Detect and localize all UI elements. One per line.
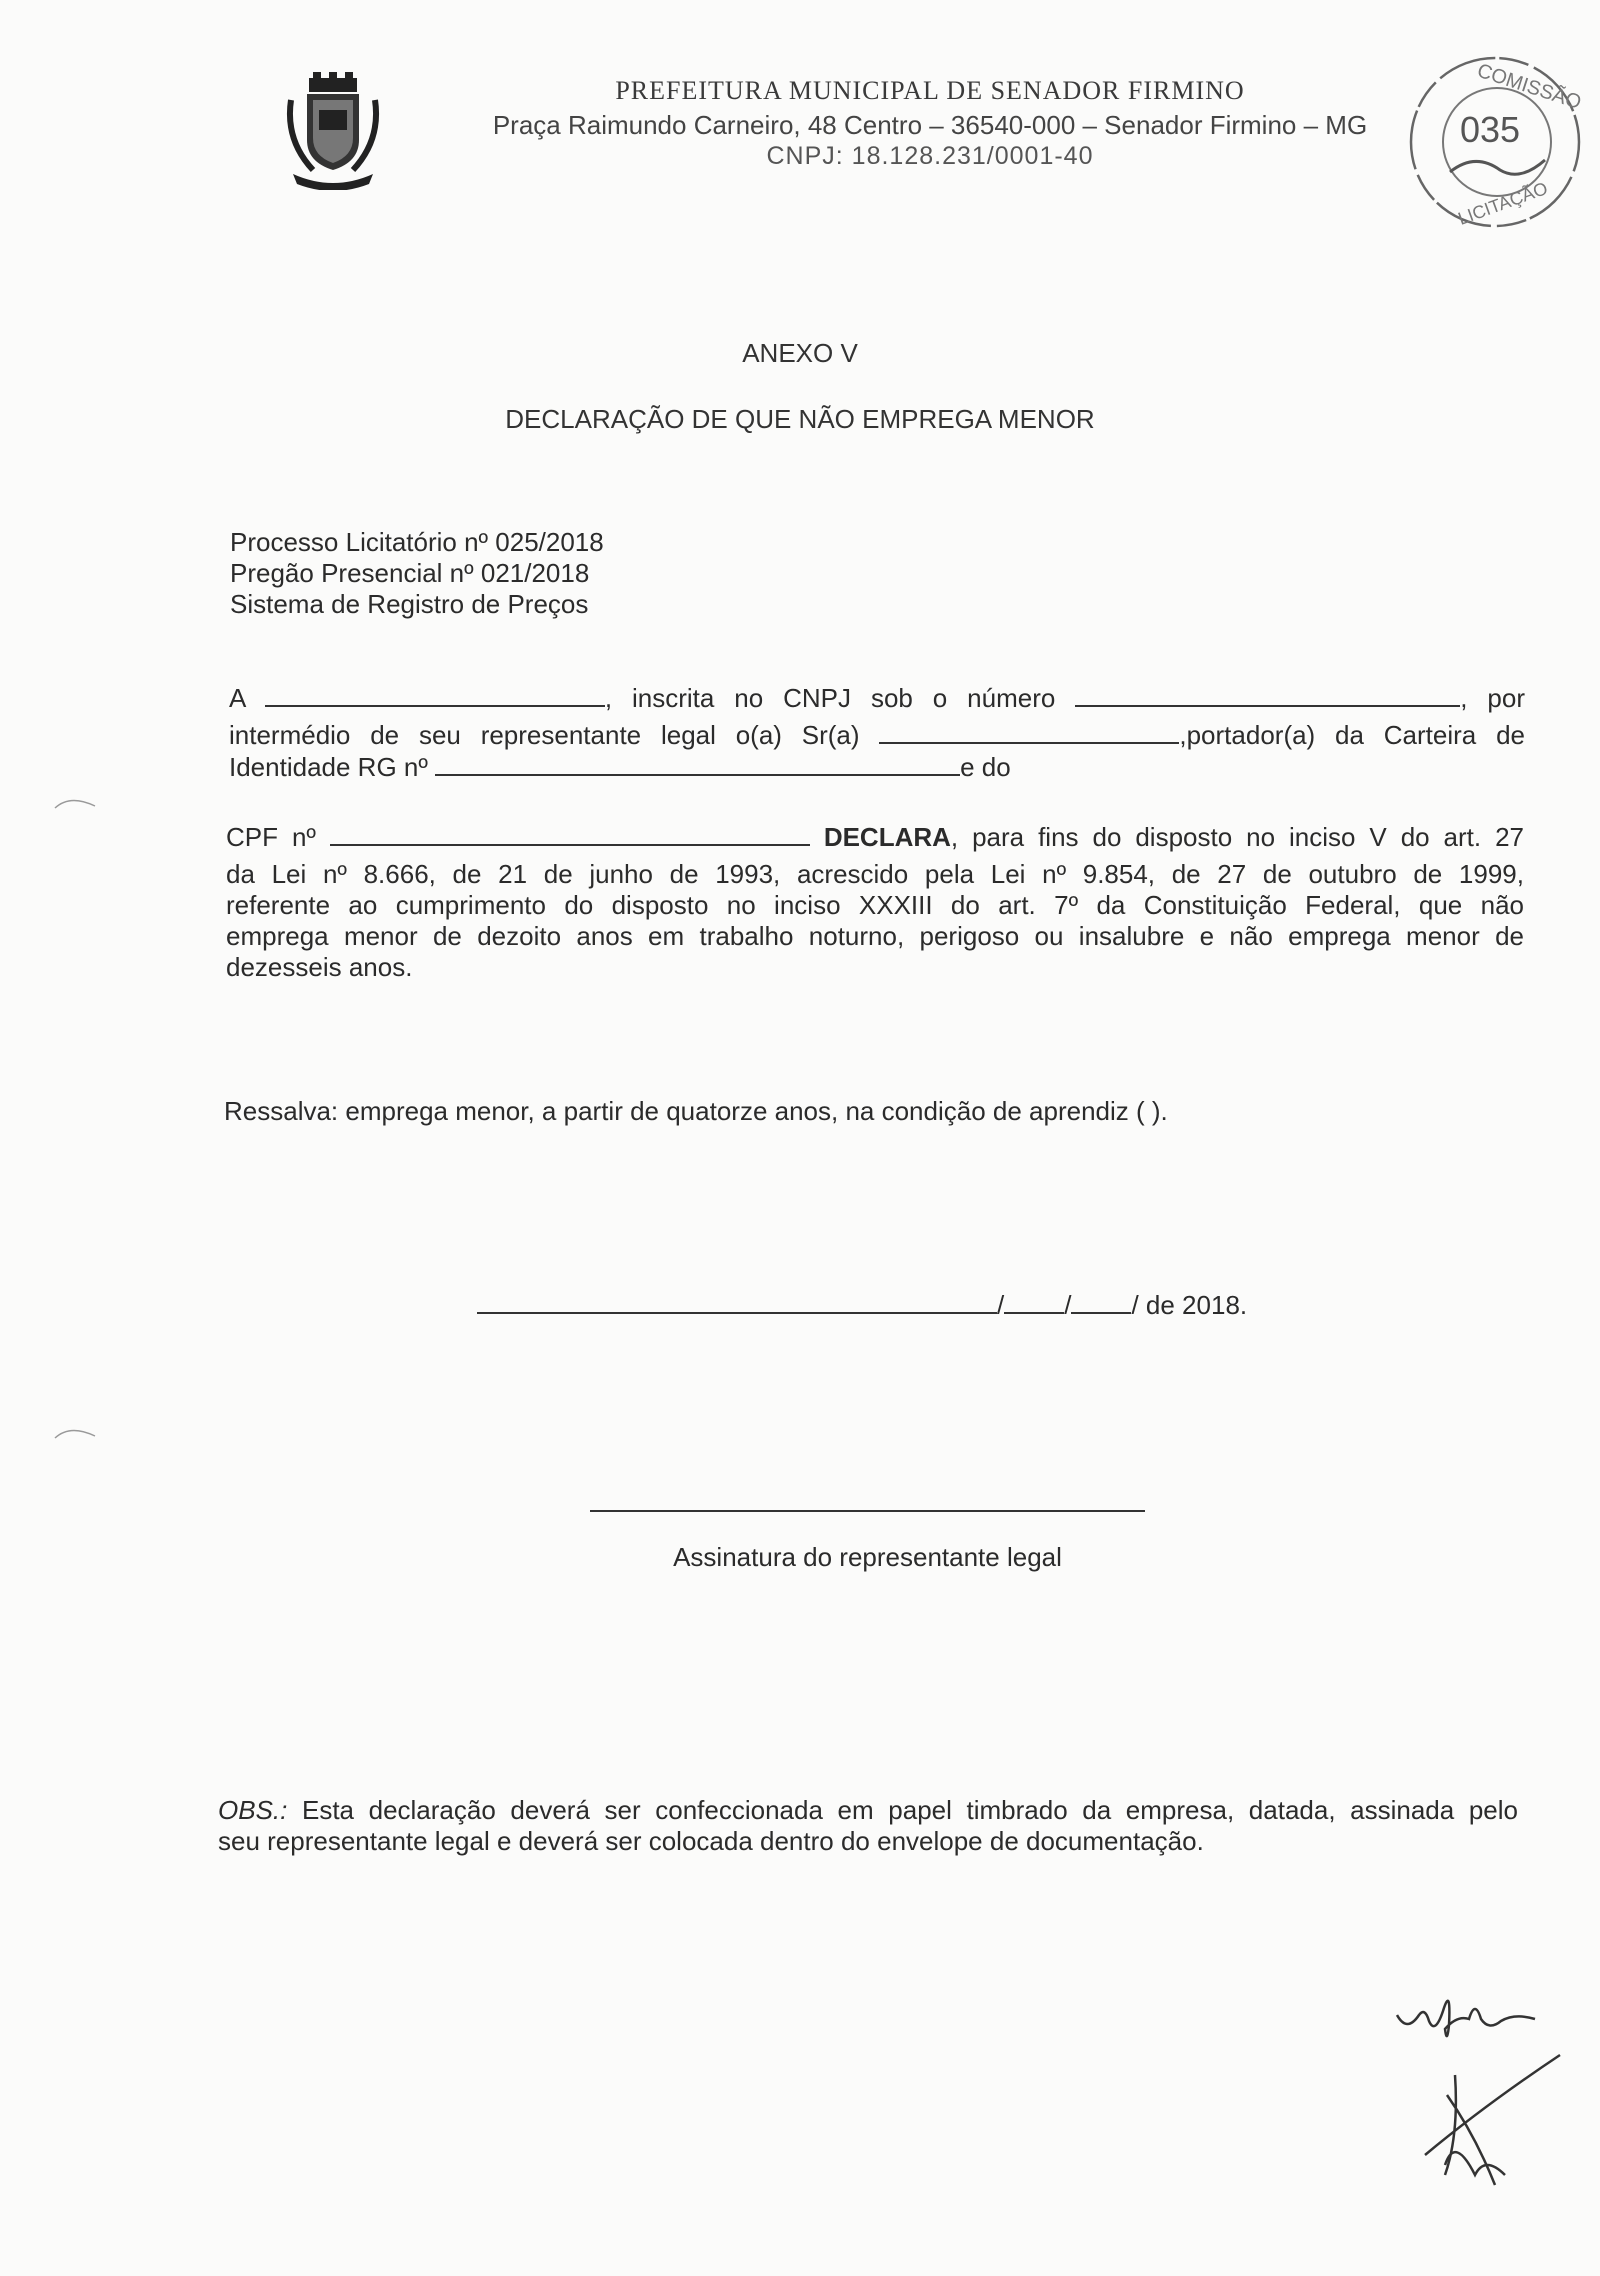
- cnpj-blank: [1075, 683, 1460, 707]
- process-number: Processo Licitatório nº 025/2018: [230, 527, 604, 557]
- observation: OBS.: Esta declaração deverá ser confeccionada em papel timbrado da empresa, datada, assinada pelo seu representante legal e deverá ser colocada dentro do envelope de documentação.: [218, 1795, 1518, 1856]
- scan-artifact-icon: [50, 790, 100, 1490]
- paragraph-line: A , inscrita no CNPJ sob o número , por: [229, 683, 1525, 713]
- rg-blank: [435, 752, 960, 776]
- signature-line: [590, 1510, 1145, 1512]
- header-address: Praça Raimundo Carneiro, 48 Centro – 36540-000 – Senador Firmino – MG: [492, 110, 1368, 140]
- date-line: / / / de 2018.: [477, 1290, 1247, 1321]
- signature-label: Assinatura do representante legal: [673, 1542, 1062, 1572]
- process-info: [230, 527, 604, 620]
- registration-system: Sistema de Registro de Preços: [230, 589, 589, 619]
- paragraph-line: Identidade RG nº e do: [229, 752, 1011, 782]
- paragraph-line: intermédio de seu representante legal o(a) Sr(a) ,portador(a) da Carteira de: [229, 720, 1525, 750]
- svg-text:COMISSÃO: COMISSÃO: [1474, 59, 1584, 114]
- obs-label: OBS.:: [218, 1795, 288, 1825]
- representative-blank: [879, 720, 1179, 744]
- declaration-paragraph: CPF nº DECLARA, para fins do disposto no inciso V do art. 27 da Lei nº 8.666, de 21 de junho de 1993, acrescido pela Lei nº 9.854, de 27 de outubro de 1999, referente ao cumprimento do disposto no inciso XXXIII do art. 7º da Constituição Federal, que não emprega menor de dezoito anos em trabalho noturno, perigoso ou insalubre e não emprega menor de dezesseis anos.: [226, 822, 1524, 982]
- declaration-title: DECLARAÇÃO DE QUE NÃO EMPREGA MENOR: [505, 404, 1095, 434]
- cpf-blank: [330, 822, 810, 846]
- pregao-number: Pregão Presencial nº 021/2018: [230, 558, 590, 588]
- place-blank: [477, 1290, 997, 1314]
- company-name-blank: [265, 683, 605, 707]
- svg-text:LICITAÇÃO: LICITAÇÃO: [1455, 177, 1551, 229]
- coat-of-arms-icon: [283, 70, 383, 190]
- handwritten-initials-icon: [1385, 1985, 1575, 2195]
- ressalva-text: Ressalva: emprega menor, a partir de quatorze anos, na condição de aprendiz ( ).: [224, 1096, 1168, 1126]
- day-blank: [1004, 1290, 1064, 1314]
- annex-title: ANEXO V: [742, 338, 858, 368]
- commission-stamp-icon: [1405, 52, 1585, 232]
- svg-text:035: 035: [1460, 109, 1521, 150]
- header-title: PREFEITURA MUNICIPAL DE SENADOR FIRMINO: [615, 76, 1245, 105]
- month-blank: [1071, 1290, 1131, 1314]
- header-cnpj: CNPJ: 18.128.231/0001-40: [766, 142, 1094, 170]
- year-text: / de 2018.: [1131, 1290, 1248, 1320]
